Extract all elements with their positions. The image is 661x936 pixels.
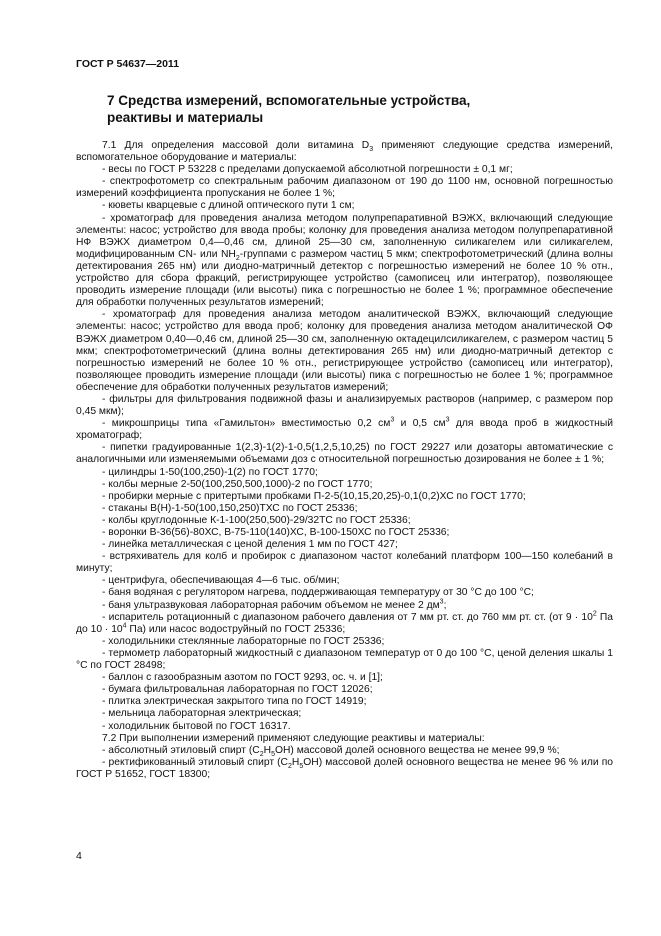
list-item-water-bath: - баня водяная с регулятором нагрева, поддерживающая температуру от 30 °С до 100 °С;	[102, 587, 534, 599]
section-heading	[107, 92, 567, 126]
list-item-ultrasonic-bath: - баня ультразвуковая лабораторная рабочим объемом не менее 2 $дм^3$;	[102, 598, 447, 611]
list-item-rectified-ethanol: - ректификованный этиловый спирт $(C_2H_5OH)$ массовой долей основного вещества не менее 96 % или по ГОСТ Р 51652, ГОСТ 18300;	[76, 756, 614, 780]
section-heading-line-1: 7 Средства измерений, вспомогательные устройства,	[107, 93, 471, 108]
list-item-filters: - фильтры для фильтрования подвижной фазы и анализируемых растворов (например, с размером пор 0,45 мкм);	[76, 393, 613, 418]
list-item-mill: - мельница лабораторная электрическая;	[102, 708, 302, 720]
list-item-round-flasks: - колбы круглодонные К-1-100(250,500)-29/32ТС по ГОСТ 25336;	[102, 514, 411, 526]
list-item-condensers: - холодильники стеклянные лабораторные по ГОСТ 25336;	[102, 635, 385, 647]
list-item-pipettes: - пипетки градуированные 1(2,3)-1(2)-1-0,5(1,2,5,10,25) по ГОСТ 29227 или дозаторы автоматические с аналогичными или изменяемыми объемами доз с относительной погрешностью дозирования не более ± 1 %;	[76, 442, 613, 466]
list-item-semiprep-hplc: - хроматограф для проведения анализа методом полупрепаративной ВЭЖХ, включающий следующие элементы: насос; устройство для ввода пробы; колонку для проведения анализа методом полупрепаративной НФ ВЭЖХ диаметром 0,4—0,46 см, длиной 25—30 см, заполненную силикагелем или силикагелем, модифицированным CN- или $NH_2$-группами с размером частиц 5 мкм; спектрофотометрический (длина волны детектирования 265 нм) или диодно-матричный детектор с погрешностью измерений не более 10 % отн., устройство для сбора фракций, регистрирующее устройство (самописец или интегратор), позволяющее проводить измерение площади (или высоты) пика с погрешностью не более 1 %; программное обеспечение для обработки полученных результатов измерений;	[76, 212, 613, 309]
list-item-volumetric-flasks: - колбы мерные 2-50(100,250,500,1000)-2 по ГОСТ 1770;	[102, 478, 373, 490]
list-item-cuvettes: - кюветы кварцевые с длиной оптического пути 1 см;	[102, 200, 355, 212]
list-item-beakers: - стаканы В(Н)-1-50(100,150,250)ТХС по ГОСТ 25336;	[102, 502, 358, 514]
clause-7-2: 7.2 При выполнении измерений применяют следующие реактивы и материалы:	[102, 732, 485, 744]
list-item-rotary-evaporator: - испаритель ротационный с диапазоном рабочего давления от 7 мм рт. ст. до 760 мм рт. ст. (от $9 \cdot 10^2$ Па до $10 \cdot 10^4$ Па) или насос водоструйный по ГОСТ 25336;	[76, 610, 613, 635]
list-item-microsyringes: - микрошприцы типа «Гамильтон» вместимостью 0,2 $см^3$ и 0,5 $см^3$ для ввода проб в жидкостный хроматограф;	[76, 416, 613, 442]
document-code-header: ГОСТ Р 54637—2011	[76, 58, 180, 70]
clause-7-1: 7.1 Для определения массовой доли витамина $D_3$ применяют следующие средства измерений, вспомогательное оборудование и материалы:	[76, 140, 613, 164]
section-heading-line-2: реактивы и материалы	[107, 110, 264, 125]
list-item-centrifuge: - центрифуга, обеспечивающая 4—6 тыс. об/мин;	[102, 575, 340, 587]
list-item-scales: - весы по ГОСТ Р 53228 с пределами допускаемой абсолютной погрешности ± 0,1 мг;	[102, 164, 513, 176]
list-item-nitrogen: - баллон с газообразным азотом по ГОСТ 9293, ос. ч. и [1];	[102, 672, 383, 684]
list-item-analytical-hplc: - хроматограф для проведения анализа методом аналитической ВЭЖХ, включающий следующие элементы: насос; устройство для ввода проб; колонку для проведения анализа методом аналитической ОФ ВЭЖХ диаметром 0,40—0,46 см, длиной 25—30 см, заполненную октадецилсиликагелем, с размером частиц 5 мкм; спектрофотометрический (длина волны детектирования 265 нм) или диодно-матричный детектор с погрешностью измерений не более 10 % отн., регистрирующее устройство (самописец или интегратор), позволяющее проводить измерение площади (или высоты) пика с погрешностью не более 1 %; программное обеспечение для обработки полученных результатов измерений;	[76, 309, 613, 393]
list-item-hotplate: - плитка электрическая закрытого типа по ГОСТ 14919;	[102, 696, 367, 708]
list-item-absolute-ethanol: - абсолютный этиловый спирт $(C_2H_5OH)$ массовой долей основного вещества не менее 99,9 %;	[102, 744, 560, 758]
list-item-spectrophotometer: - спектрофотометр со спектральным рабочим диапазоном от 190 до 1100 нм, основной погрешностью измерений коэффициента пропускания не более 1 %;	[76, 176, 613, 200]
page-number: 4	[76, 850, 82, 862]
list-item-funnels: - воронки В-36(56)-80ХС, В-75-110(140)ХС, В-100-150ХС по ГОСТ 25336;	[102, 527, 450, 538]
list-item-shaker: - встряхиватель для колб и пробирок с диапазоном частот колебаний платформ 100—150 колебаний в минуту;	[76, 551, 613, 575]
list-item-ruler: - линейка металлическая с ценой деления 1 мм по ГОСТ 427;	[102, 539, 398, 551]
list-item-thermometer: - термометр лабораторный жидкостный с диапазоном температур от 0 до 100 °С, ценой деления шкалы 1 °С по ГОСТ 28498;	[76, 647, 613, 672]
list-item-filter-paper: - бумага фильтровальная лабораторная по ГОСТ 12026;	[102, 684, 373, 696]
list-item-test-tubes: - пробирки мерные с притертыми пробками П-2-5(10,15,20,25)-0,1(0,2)ХС по ГОСТ 1770;	[102, 490, 526, 502]
list-item-fridge: - холодильник бытовой по ГОСТ 16317.	[102, 720, 291, 732]
list-item-cylinders: - цилиндры 1-50(100,250)-1(2) по ГОСТ 1770;	[102, 466, 318, 478]
document-body	[76, 140, 613, 781]
